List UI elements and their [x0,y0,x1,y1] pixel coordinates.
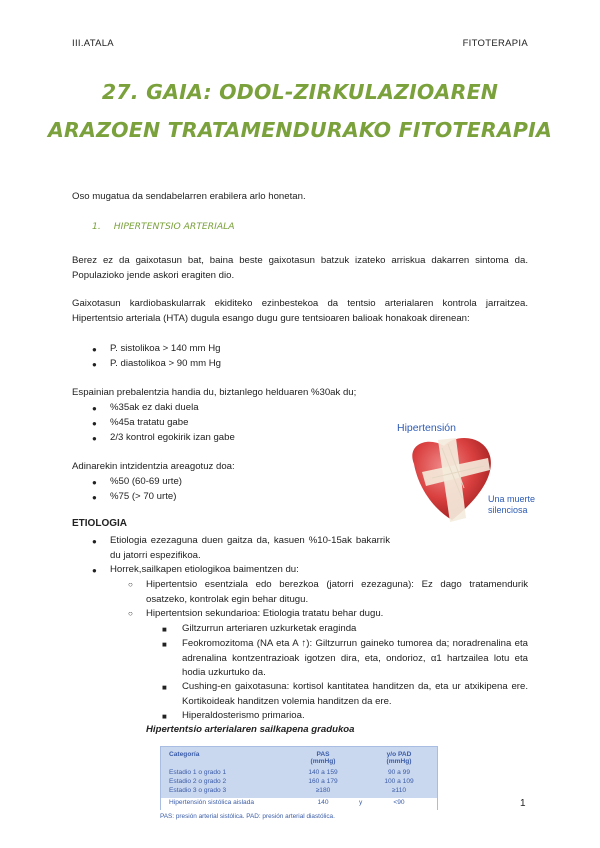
paragraph-2: Gaixotasun kardiobaskularrak ekiditeko ezinbestekoa da tentsio arterialaren kontrola jarraitzea. Hipertentsio arteriala (HTA) dugula esango dugu gure tentsioaren balioak honakoak direnean: [72,298,528,324]
cell-pas: 140 [317,799,329,806]
paragraph-1: Berez ez da gaixotasun bat, baina beste gaixotasun batzuk izateko arriskua dakarren sintoma da. Populazioko jende askori eragiten dio. [72,255,528,281]
title-line-2: ARAZOEN TRATAMENDURAKO FITOTERAPIA [47,118,553,142]
cell-category: Estadio 1 o grado 1 [169,769,227,776]
etiologia-bullet-2: Horrek,sailkapen etiologikoa baimentzen du: [110,564,299,575]
header-pas: PAS (mmHg) [310,751,336,765]
bullet-icon: ● [92,537,97,546]
bullet-icon: ● [92,404,97,413]
cell-pas: ≥180 [315,787,331,794]
etiologia-subsub-2: Feokromozitoma (NA eta A ↑): Giltzurrun gaineko tumorea da; noradrenalina eta adrenalina kontzentrazioak igotzen dira, eta, ondorioz, α1 hartzailea lotu eta hodia uzkurtuko da. [182,638,528,678]
cell-connector: y [359,799,363,806]
header-right: FITOTERAPIA [462,38,528,49]
list-item: P. diastolikoa > 90 mm Hg [110,358,222,369]
image-title: Hipertensión [397,422,456,434]
etiologia-sub-1: Hipertentsio esentziala edo berezkoa (jatorri ezezaguna): Ez dago tratamendurik osatzeko, kontrolak egin behar ditugu. [146,579,528,605]
cell-pad: ≥110 [391,787,407,794]
title-line-1: 27. GAIA: ODOL-ZIRKULAZIOAREN [101,80,499,104]
section-title: HIPERTENTSIO ARTERIALA [113,221,235,232]
page-number: 1 [520,798,526,809]
paragraph-4: Adinarekin intzidentzia areagotuz doa: [72,461,235,472]
bullet-icon: ● [92,360,97,369]
section-heading [92,221,235,232]
bullet-icon: ● [92,345,97,354]
header-left: III.ATALA [72,38,114,49]
list-item: %50 (60-69 urte) [110,476,182,487]
list-item: %75 (> 70 urte) [110,491,177,502]
square-bullet-icon: ■ [162,625,167,634]
square-bullet-icon: ■ [162,712,167,721]
cell-category: Estadio 3 o grado 3 [169,787,227,794]
header-pad: y/o PAD (mmHg) [386,751,412,765]
etiologia-subsub-1: Giltzurrun arteriaren uzkurketak eraginda [182,623,357,634]
table-caption: PAS: presión arterial sistólica. PAD: presión arterial diastólica. [160,813,335,820]
classification-table [160,746,438,810]
bullet-icon: ● [92,493,97,502]
circle-bullet-icon: ○ [128,609,133,618]
cell-pad: 90 a 99 [388,769,410,776]
etiologia-sub-2: Hipertentsion sekundarioa: Etiologia tratatu behar dugu. [146,608,384,619]
circle-bullet-icon: ○ [128,580,133,589]
list-item: %45a tratatu gabe [110,417,189,428]
intro-text: Oso mugatua da sendabelarren erabilera arlo honetan. [72,191,306,202]
list-item: %35ak ez daki duela [110,402,199,413]
cell-category: Estadio 2 o grado 2 [169,778,227,785]
cell-pas: 140 a 159 [308,769,338,776]
square-bullet-icon: ■ [162,640,167,649]
cell-pad: <90 [393,799,405,806]
list-item: P. sistolikoa > 140 mm Hg [110,343,221,354]
bullet-icon: ● [92,434,97,443]
cell-category: Hipertensión sistólica aislada [169,799,255,806]
table-title: Hipertentsio arterialaren sailkapena gradukoa [146,724,355,735]
cell-pad: 100 a 109 [384,778,414,785]
image-subtitle [488,494,535,516]
etiologia-subsub-4: Hiperaldosterismo primarioa. [182,710,305,721]
bullet-icon: ● [92,419,97,428]
list-item: 2/3 kontrol egokirik izan gabe [110,432,235,443]
etiologia-subsub-3: Cushing-en gaixotasuna: kortisol kantitatea handitzen da, eta ur atxikipena ere. Kortikoideak handitzen volemia handitzen da ere. [182,681,528,707]
square-bullet-icon: ■ [162,683,167,692]
section-number: 1. [92,221,101,232]
paragraph-3: Espainian prebalentzia handia du, biztanlego helduaren %30ak du; [72,387,357,398]
image-subtitle-line-2: silenciosa [488,505,528,515]
header-category: Categoría [169,751,200,758]
table-row [161,798,437,810]
etiologia-bullet-1: Etiologia ezezaguna duen gaitza da, kasuen %10-15ak bakarrik du jatorri espezifikoa. [110,535,390,561]
cell-pas: 160 a 179 [308,778,338,785]
etiologia-heading: ETIOLOGIA [72,518,127,529]
image-subtitle-line-1: Una muerte [488,494,536,504]
bullet-icon: ● [92,566,97,575]
bullet-icon: ● [92,478,97,487]
